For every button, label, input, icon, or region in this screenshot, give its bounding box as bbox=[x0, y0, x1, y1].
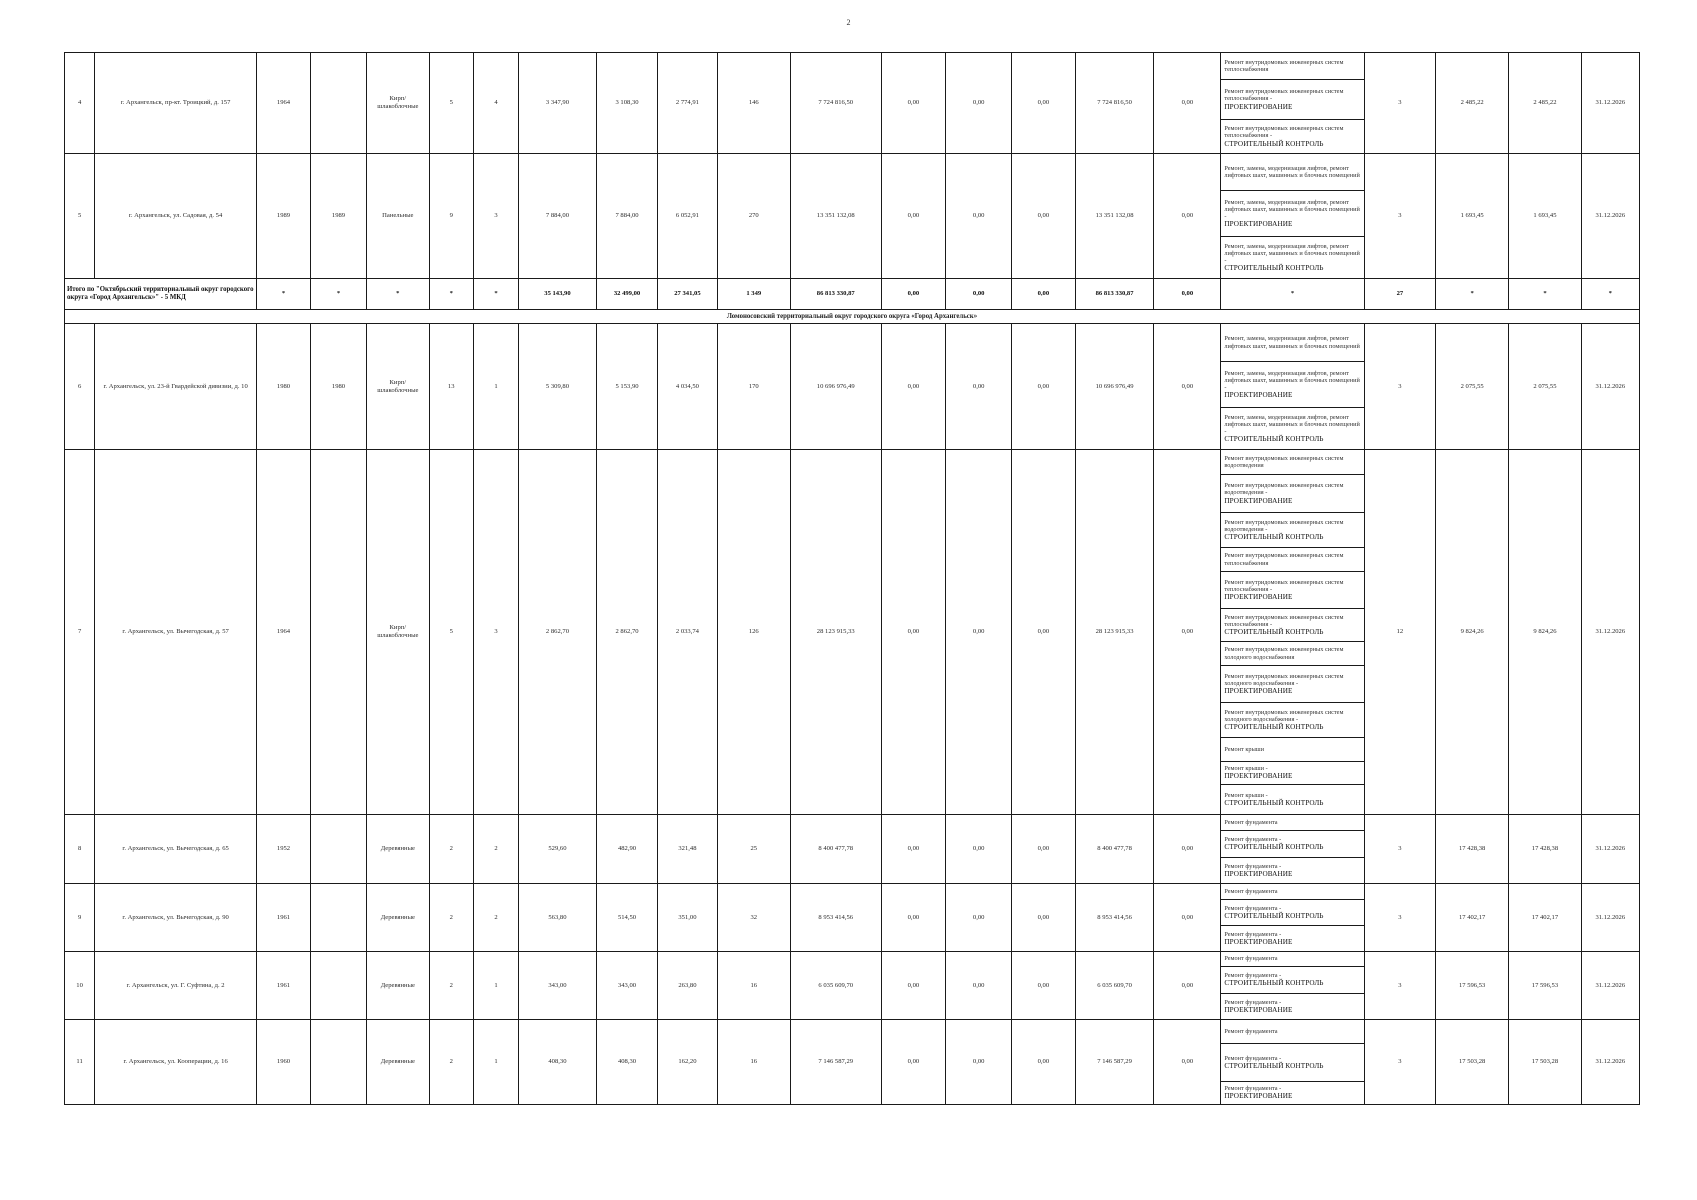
works-count: 3 bbox=[1364, 952, 1435, 1020]
area-rooms: 3 108,30 bbox=[596, 53, 657, 154]
row-number: 11 bbox=[65, 1020, 95, 1105]
work-item bbox=[1221, 120, 1364, 154]
unit-cost: 17 402,17 bbox=[1435, 884, 1508, 952]
area-rooms: 482,90 bbox=[596, 815, 657, 884]
deadline: 31.12.2026 bbox=[1581, 324, 1639, 450]
subtotal-area-res: 27 341,05 bbox=[658, 279, 717, 310]
year-reconstruction bbox=[310, 53, 366, 154]
subtotal-residents: 1 349 bbox=[717, 279, 790, 310]
row-number: 10 bbox=[65, 952, 95, 1020]
address: г. Архангельск, ул. Садовая, д. 54 bbox=[95, 154, 257, 279]
row-number: 4 bbox=[65, 53, 95, 154]
area-residential: 6 052,91 bbox=[658, 154, 717, 279]
year-reconstruction bbox=[310, 952, 366, 1020]
budget-subject: 0,00 bbox=[946, 450, 1012, 815]
wall-material: Панельные bbox=[367, 154, 430, 279]
other-sources: 0,00 bbox=[1154, 53, 1221, 154]
work-stage: ПРОЕКТИРОВАНИЕ bbox=[1224, 772, 1293, 781]
work-item bbox=[1221, 548, 1364, 572]
work-item bbox=[1221, 762, 1364, 785]
cost-total: 7 146 587,29 bbox=[790, 1020, 881, 1105]
area-rooms: 514,50 bbox=[596, 884, 657, 952]
subtotal-c13: 0,00 bbox=[946, 279, 1012, 310]
work-stage: СТРОИТЕЛЬНЫЙ КОНТРОЛЬ bbox=[1224, 435, 1324, 444]
unit-cost: 17 596,53 bbox=[1435, 952, 1508, 1020]
subtotal-c2: * bbox=[257, 279, 311, 310]
work-text: Ремонт фундамента - bbox=[1224, 904, 1282, 912]
year-reconstruction bbox=[310, 815, 366, 884]
subtotal-c21: * bbox=[1581, 279, 1639, 310]
unit-cost: 1 693,45 bbox=[1435, 154, 1508, 279]
budget-local: 0,00 bbox=[1012, 815, 1076, 884]
subtotal-c4: * bbox=[367, 279, 430, 310]
area-rooms: 2 862,70 bbox=[596, 450, 657, 815]
subtotal-c14: 0,00 bbox=[1012, 279, 1076, 310]
deadline: 31.12.2026 bbox=[1581, 815, 1639, 884]
work-text: Ремонт, замена, модернизация лифтов, ремонт лифтовых шахт, машинных и блочных помещений bbox=[1224, 335, 1360, 350]
residents: 16 bbox=[717, 1020, 790, 1105]
year-built: 1980 bbox=[257, 324, 311, 450]
budget-subject: 0,00 bbox=[946, 952, 1012, 1020]
year-built: 1952 bbox=[257, 815, 311, 884]
work-stage: ПРОЕКТИРОВАНИЕ bbox=[1224, 496, 1293, 505]
table-row bbox=[65, 154, 1640, 191]
work-text: Ремонт внутридомовых инженерных систем теплоснабжения - bbox=[1224, 125, 1344, 140]
wall-material: Кирп/ шлакоблочные bbox=[367, 53, 430, 154]
wall-material: Кирп/ шлакоблочные bbox=[367, 324, 430, 450]
work-item bbox=[1221, 154, 1364, 191]
budget-subject: 0,00 bbox=[946, 154, 1012, 279]
budget-local: 0,00 bbox=[1012, 884, 1076, 952]
subtotal-label: Итого по "Октябрьский территориальный округ городского округа «Город Архангельск»" - 5 МКД bbox=[65, 279, 257, 310]
work-text: Ремонт внутридомовых инженерных систем теплоснабжения bbox=[1224, 552, 1344, 567]
wall-material: Деревянные bbox=[367, 884, 430, 952]
fund-share: 0,00 bbox=[881, 324, 946, 450]
work-stage: СТРОИТЕЛЬНЫЙ КОНТРОЛЬ bbox=[1224, 843, 1324, 852]
unit-cost-max: 1 693,45 bbox=[1509, 154, 1581, 279]
works-count: 3 bbox=[1364, 324, 1435, 450]
work-stage: СТРОИТЕЛЬНЫЙ КОНТРОЛЬ bbox=[1224, 264, 1324, 273]
total-area: 529,60 bbox=[519, 815, 597, 884]
residents: 270 bbox=[717, 154, 790, 279]
work-item bbox=[1221, 572, 1364, 609]
subtotal-work: * bbox=[1221, 279, 1364, 310]
work-item bbox=[1221, 1082, 1364, 1105]
unit-cost-max: 17 428,38 bbox=[1509, 815, 1581, 884]
unit-cost: 9 824,26 bbox=[1435, 450, 1508, 815]
work-item bbox=[1221, 80, 1364, 120]
unit-cost-max: 2 485,22 bbox=[1509, 53, 1581, 154]
cost-owners: 7 146 587,29 bbox=[1075, 1020, 1154, 1105]
work-stage: СТРОИТЕЛЬНЫЙ КОНТРОЛЬ bbox=[1224, 628, 1324, 637]
work-text: Ремонт, замена, модернизация лифтов, ремонт лифтовых шахт, машинных и блочных помещений - bbox=[1224, 242, 1360, 264]
cost-total: 8 400 477,78 bbox=[790, 815, 881, 884]
section-row bbox=[65, 310, 1640, 324]
table-row bbox=[65, 884, 1640, 900]
cost-owners: 10 696 976,49 bbox=[1075, 324, 1154, 450]
table-row bbox=[65, 53, 1640, 80]
fund-share: 0,00 bbox=[881, 450, 946, 815]
work-text: Ремонт фундамента - bbox=[1224, 836, 1282, 844]
work-text: Ремонт, замена, модернизация лифтов, ремонт лифтовых шахт, машинных и блочных помещений - bbox=[1224, 369, 1360, 391]
work-text: Ремонт внутридомовых инженерных систем теплоснабжения bbox=[1224, 58, 1344, 73]
work-stage: СТРОИТЕЛЬНЫЙ КОНТРОЛЬ bbox=[1224, 139, 1324, 148]
subtotal-c3: * bbox=[310, 279, 366, 310]
year-reconstruction: 1980 bbox=[310, 324, 366, 450]
works-count: 3 bbox=[1364, 884, 1435, 952]
subtotal-area-rooms: 32 499,00 bbox=[596, 279, 657, 310]
budget-subject: 0,00 bbox=[946, 884, 1012, 952]
work-item bbox=[1221, 967, 1364, 994]
table-row bbox=[65, 815, 1640, 831]
wall-material: Кирп/ шлакоблочные bbox=[367, 450, 430, 815]
work-item bbox=[1221, 666, 1364, 703]
total-area: 5 309,80 bbox=[519, 324, 597, 450]
work-text: Ремонт, замена, модернизация лифтов, ремонт лифтовых шахт, машинных и блочных помещений - bbox=[1224, 413, 1360, 435]
area-residential: 4 034,50 bbox=[658, 324, 717, 450]
budget-subject: 0,00 bbox=[946, 53, 1012, 154]
work-stage: СТРОИТЕЛЬНЫЙ КОНТРОЛЬ bbox=[1224, 798, 1324, 807]
work-item bbox=[1221, 53, 1364, 80]
fund-share: 0,00 bbox=[881, 53, 946, 154]
area-residential: 351,00 bbox=[658, 884, 717, 952]
work-text: Ремонт фундамента bbox=[1224, 955, 1278, 963]
work-text: Ремонт фундамента - bbox=[1224, 862, 1282, 870]
floors: 9 bbox=[429, 154, 473, 279]
work-text: Ремонт внутридомовых инженерных систем холодного водоснабжения - bbox=[1224, 672, 1344, 687]
work-item bbox=[1221, 408, 1364, 450]
work-text: Ремонт фундамента - bbox=[1224, 998, 1282, 1006]
register-body bbox=[65, 53, 1640, 1105]
row-number: 5 bbox=[65, 154, 95, 279]
deadline: 31.12.2026 bbox=[1581, 450, 1639, 815]
year-built: 1961 bbox=[257, 884, 311, 952]
work-item bbox=[1221, 858, 1364, 884]
fund-share: 0,00 bbox=[881, 815, 946, 884]
unit-cost-max: 17 503,28 bbox=[1509, 1020, 1581, 1105]
budget-local: 0,00 bbox=[1012, 154, 1076, 279]
year-reconstruction bbox=[310, 1020, 366, 1105]
residents: 146 bbox=[717, 53, 790, 154]
budget-local: 0,00 bbox=[1012, 952, 1076, 1020]
work-text: Ремонт внутридомовых инженерных систем водоотведения - bbox=[1224, 482, 1344, 497]
work-item bbox=[1221, 191, 1364, 237]
work-item bbox=[1221, 1020, 1364, 1044]
work-item bbox=[1221, 1044, 1364, 1082]
floors: 13 bbox=[429, 324, 473, 450]
cost-owners: 8 953 414,56 bbox=[1075, 884, 1154, 952]
subtotal-total-area: 35 143,90 bbox=[519, 279, 597, 310]
cost-total: 28 123 915,33 bbox=[790, 450, 881, 815]
row-number: 8 bbox=[65, 815, 95, 884]
work-stage: СТРОИТЕЛЬНЫЙ КОНТРОЛЬ bbox=[1224, 979, 1324, 988]
unit-cost: 2 485,22 bbox=[1435, 53, 1508, 154]
cost-total: 6 035 609,70 bbox=[790, 952, 881, 1020]
subtotal-c16: 0,00 bbox=[1154, 279, 1221, 310]
work-text: Ремонт внутридомовых инженерных систем холодного водоснабжения bbox=[1224, 646, 1344, 661]
area-rooms: 7 884,00 bbox=[596, 154, 657, 279]
deadline: 31.12.2026 bbox=[1581, 1020, 1639, 1105]
address: г. Архангельск, ул. Вычегодская, д. 65 bbox=[95, 815, 257, 884]
address: г. Архангельск, ул. Г. Суфтина, д. 2 bbox=[95, 952, 257, 1020]
works-count: 12 bbox=[1364, 450, 1435, 815]
total-area: 3 347,90 bbox=[519, 53, 597, 154]
work-text: Ремонт фундамента bbox=[1224, 818, 1278, 826]
unit-cost: 17 503,28 bbox=[1435, 1020, 1508, 1105]
residents: 126 bbox=[717, 450, 790, 815]
work-text: Ремонт фундамента - bbox=[1224, 1054, 1282, 1062]
year-reconstruction: 1989 bbox=[310, 154, 366, 279]
unit-cost-max: 2 075,55 bbox=[1509, 324, 1581, 450]
other-sources: 0,00 bbox=[1154, 952, 1221, 1020]
floors: 5 bbox=[429, 450, 473, 815]
unit-cost-max: 17 402,17 bbox=[1509, 884, 1581, 952]
work-stage: ПРОЕКТИРОВАНИЕ bbox=[1224, 220, 1293, 229]
budget-subject: 0,00 bbox=[946, 815, 1012, 884]
floors: 2 bbox=[429, 1020, 473, 1105]
unit-cost-max: 9 824,26 bbox=[1509, 450, 1581, 815]
deadline: 31.12.2026 bbox=[1581, 952, 1639, 1020]
work-item bbox=[1221, 362, 1364, 408]
residents: 16 bbox=[717, 952, 790, 1020]
work-item bbox=[1221, 738, 1364, 762]
entrances: 2 bbox=[473, 884, 518, 952]
cost-owners: 28 123 915,33 bbox=[1075, 450, 1154, 815]
work-text: Ремонт, замена, модернизация лифтов, ремонт лифтовых шахт, машинных и блочных помещений bbox=[1224, 164, 1360, 179]
total-area: 343,00 bbox=[519, 952, 597, 1020]
cost-total: 10 696 976,49 bbox=[790, 324, 881, 450]
wall-material: Деревянные bbox=[367, 815, 430, 884]
year-built: 1961 bbox=[257, 952, 311, 1020]
fund-share: 0,00 bbox=[881, 154, 946, 279]
entrances: 1 bbox=[473, 1020, 518, 1105]
area-rooms: 343,00 bbox=[596, 952, 657, 1020]
address: г. Архангельск, ул. Вычегодская, д. 57 bbox=[95, 450, 257, 815]
fund-share: 0,00 bbox=[881, 1020, 946, 1105]
address: г. Архангельск, ул. Вычегодская, д. 90 bbox=[95, 884, 257, 952]
other-sources: 0,00 bbox=[1154, 884, 1221, 952]
budget-subject: 0,00 bbox=[946, 324, 1012, 450]
work-text: Ремонт внутридомовых инженерных систем холодного водоснабжения - bbox=[1224, 708, 1344, 723]
table-row bbox=[65, 952, 1640, 967]
entrances: 1 bbox=[473, 324, 518, 450]
other-sources: 0,00 bbox=[1154, 450, 1221, 815]
work-text: Ремонт внутридомовых инженерных систем водоотведения bbox=[1224, 454, 1344, 469]
work-text: Ремонт крыши - bbox=[1224, 791, 1268, 799]
subtotal-c5: * bbox=[429, 279, 473, 310]
subtotal-row bbox=[65, 279, 1640, 310]
work-item bbox=[1221, 831, 1364, 858]
works-count: 3 bbox=[1364, 815, 1435, 884]
work-stage: СТРОИТЕЛЬНЫЙ КОНТРОЛЬ bbox=[1224, 1061, 1324, 1070]
cost-owners: 13 351 132,08 bbox=[1075, 154, 1154, 279]
works-count: 3 bbox=[1364, 53, 1435, 154]
page-number: 2 bbox=[846, 18, 851, 27]
other-sources: 0,00 bbox=[1154, 324, 1221, 450]
residents: 170 bbox=[717, 324, 790, 450]
work-text: Ремонт фундамента bbox=[1224, 1027, 1278, 1035]
budget-local: 0,00 bbox=[1012, 324, 1076, 450]
work-stage: ПРОЕКТИРОВАНИЕ bbox=[1224, 687, 1293, 696]
year-built: 1964 bbox=[257, 450, 311, 815]
work-item bbox=[1221, 324, 1364, 362]
area-rooms: 5 153,90 bbox=[596, 324, 657, 450]
cost-total: 13 351 132,08 bbox=[790, 154, 881, 279]
floors: 2 bbox=[429, 884, 473, 952]
entrances: 4 bbox=[473, 53, 518, 154]
address: г. Архангельск, ул. Кооперации, д. 16 bbox=[95, 1020, 257, 1105]
work-stage: ПРОЕКТИРОВАНИЕ bbox=[1224, 593, 1293, 602]
work-text: Ремонт внутридомовых инженерных систем водоотведения - bbox=[1224, 518, 1344, 533]
work-item bbox=[1221, 450, 1364, 475]
budget-subject: 0,00 bbox=[946, 1020, 1012, 1105]
cost-total: 8 953 414,56 bbox=[790, 884, 881, 952]
budget-local: 0,00 bbox=[1012, 53, 1076, 154]
work-stage: СТРОИТЕЛЬНЫЙ КОНТРОЛЬ bbox=[1224, 723, 1324, 732]
floors: 5 bbox=[429, 53, 473, 154]
work-stage: ПРОЕКТИРОВАНИЕ bbox=[1224, 391, 1293, 400]
wall-material: Деревянные bbox=[367, 952, 430, 1020]
entrances: 1 bbox=[473, 952, 518, 1020]
work-stage: ПРОЕКТИРОВАНИЕ bbox=[1224, 1092, 1293, 1101]
year-reconstruction bbox=[310, 884, 366, 952]
address: г. Архангельск, пр-кт. Троицкий, д. 157 bbox=[95, 53, 257, 154]
wall-material: Деревянные bbox=[367, 1020, 430, 1105]
work-text: Ремонт фундамента - bbox=[1224, 930, 1282, 938]
work-text: Ремонт внутридомовых инженерных систем теплоснабжения - bbox=[1224, 613, 1344, 628]
work-item bbox=[1221, 513, 1364, 548]
table-row bbox=[65, 1020, 1640, 1044]
work-item bbox=[1221, 926, 1364, 952]
cost-total: 7 724 816,50 bbox=[790, 53, 881, 154]
work-item bbox=[1221, 815, 1364, 831]
work-item bbox=[1221, 900, 1364, 926]
total-area: 408,30 bbox=[519, 1020, 597, 1105]
subtotal-cost-owners: 86 813 330,87 bbox=[1075, 279, 1154, 310]
works-count: 3 bbox=[1364, 1020, 1435, 1105]
work-item bbox=[1221, 703, 1364, 738]
work-text: Ремонт фундамента - bbox=[1224, 972, 1282, 980]
address: г. Архангельск, ул. 23-й Гвардейской дивизии, д. 10 bbox=[95, 324, 257, 450]
work-text: Ремонт внутридомовых инженерных систем теплоснабжения - bbox=[1224, 578, 1344, 593]
cost-owners: 6 035 609,70 bbox=[1075, 952, 1154, 1020]
work-text: Ремонт крыши - bbox=[1224, 765, 1268, 773]
area-residential: 162,20 bbox=[658, 1020, 717, 1105]
fund-share: 0,00 bbox=[881, 884, 946, 952]
work-item bbox=[1221, 785, 1364, 815]
year-built: 1964 bbox=[257, 53, 311, 154]
entrances: 3 bbox=[473, 154, 518, 279]
entrances: 2 bbox=[473, 815, 518, 884]
area-residential: 2 774,91 bbox=[658, 53, 717, 154]
budget-local: 0,00 bbox=[1012, 450, 1076, 815]
area-residential: 321,48 bbox=[658, 815, 717, 884]
work-text: Ремонт внутридомовых инженерных систем теплоснабжения - bbox=[1224, 88, 1344, 103]
work-item bbox=[1221, 475, 1364, 513]
unit-cost: 17 428,38 bbox=[1435, 815, 1508, 884]
work-item bbox=[1221, 237, 1364, 279]
work-stage: ПРОЕКТИРОВАНИЕ bbox=[1224, 869, 1293, 878]
total-area: 2 862,70 bbox=[519, 450, 597, 815]
work-stage: СТРОИТЕЛЬНЫЙ КОНТРОЛЬ bbox=[1224, 533, 1324, 542]
work-stage: ПРОЕКТИРОВАНИЕ bbox=[1224, 937, 1293, 946]
year-built: 1960 bbox=[257, 1020, 311, 1105]
total-area: 563,80 bbox=[519, 884, 597, 952]
subtotal-c20: * bbox=[1509, 279, 1581, 310]
unit-cost: 2 075,55 bbox=[1435, 324, 1508, 450]
row-number: 9 bbox=[65, 884, 95, 952]
entrances: 3 bbox=[473, 450, 518, 815]
cost-owners: 7 724 816,50 bbox=[1075, 53, 1154, 154]
floors: 2 bbox=[429, 815, 473, 884]
works-count: 3 bbox=[1364, 154, 1435, 279]
unit-cost-max: 17 596,53 bbox=[1509, 952, 1581, 1020]
area-rooms: 408,30 bbox=[596, 1020, 657, 1105]
work-item bbox=[1221, 884, 1364, 900]
work-item bbox=[1221, 994, 1364, 1020]
work-item bbox=[1221, 642, 1364, 666]
work-stage: ПРОЕКТИРОВАНИЕ bbox=[1224, 1005, 1293, 1014]
fund-share: 0,00 bbox=[881, 952, 946, 1020]
subtotal-c6: * bbox=[473, 279, 518, 310]
other-sources: 0,00 bbox=[1154, 154, 1221, 279]
subtotal-cost-total: 86 813 330,87 bbox=[790, 279, 881, 310]
work-text: Ремонт фундамента - bbox=[1224, 1085, 1282, 1093]
work-item bbox=[1221, 952, 1364, 967]
deadline: 31.12.2026 bbox=[1581, 154, 1639, 279]
table-row bbox=[65, 450, 1640, 475]
residents: 32 bbox=[717, 884, 790, 952]
subtotal-c12: 0,00 bbox=[881, 279, 946, 310]
work-stage: ПРОЕКТИРОВАНИЕ bbox=[1224, 102, 1293, 111]
row-number: 7 bbox=[65, 450, 95, 815]
section-header-lomonosov: Ломоносовский территориальный округ городского округа «Город Архангельск» bbox=[65, 310, 1640, 324]
total-area: 7 884,00 bbox=[519, 154, 597, 279]
subtotal-c19: * bbox=[1435, 279, 1508, 310]
work-text: Ремонт крыши bbox=[1224, 745, 1265, 753]
deadline: 31.12.2026 bbox=[1581, 884, 1639, 952]
cost-owners: 8 400 477,78 bbox=[1075, 815, 1154, 884]
table-row bbox=[65, 324, 1640, 362]
floors: 2 bbox=[429, 952, 473, 1020]
year-reconstruction bbox=[310, 450, 366, 815]
work-text: Ремонт, замена, модернизация лифтов, ремонт лифтовых шахт, машинных и блочных помещений - bbox=[1224, 198, 1360, 220]
deadline: 31.12.2026 bbox=[1581, 53, 1639, 154]
other-sources: 0,00 bbox=[1154, 1020, 1221, 1105]
row-number: 6 bbox=[65, 324, 95, 450]
work-text: Ремонт фундамента bbox=[1224, 887, 1278, 895]
area-residential: 263,80 bbox=[658, 952, 717, 1020]
residents: 25 bbox=[717, 815, 790, 884]
repair-register-table bbox=[64, 52, 1640, 1105]
year-built: 1989 bbox=[257, 154, 311, 279]
other-sources: 0,00 bbox=[1154, 815, 1221, 884]
work-item bbox=[1221, 609, 1364, 642]
budget-local: 0,00 bbox=[1012, 1020, 1076, 1105]
subtotal-count: 27 bbox=[1364, 279, 1435, 310]
work-stage: СТРОИТЕЛЬНЫЙ КОНТРОЛЬ bbox=[1224, 911, 1324, 920]
area-residential: 2 033,74 bbox=[658, 450, 717, 815]
